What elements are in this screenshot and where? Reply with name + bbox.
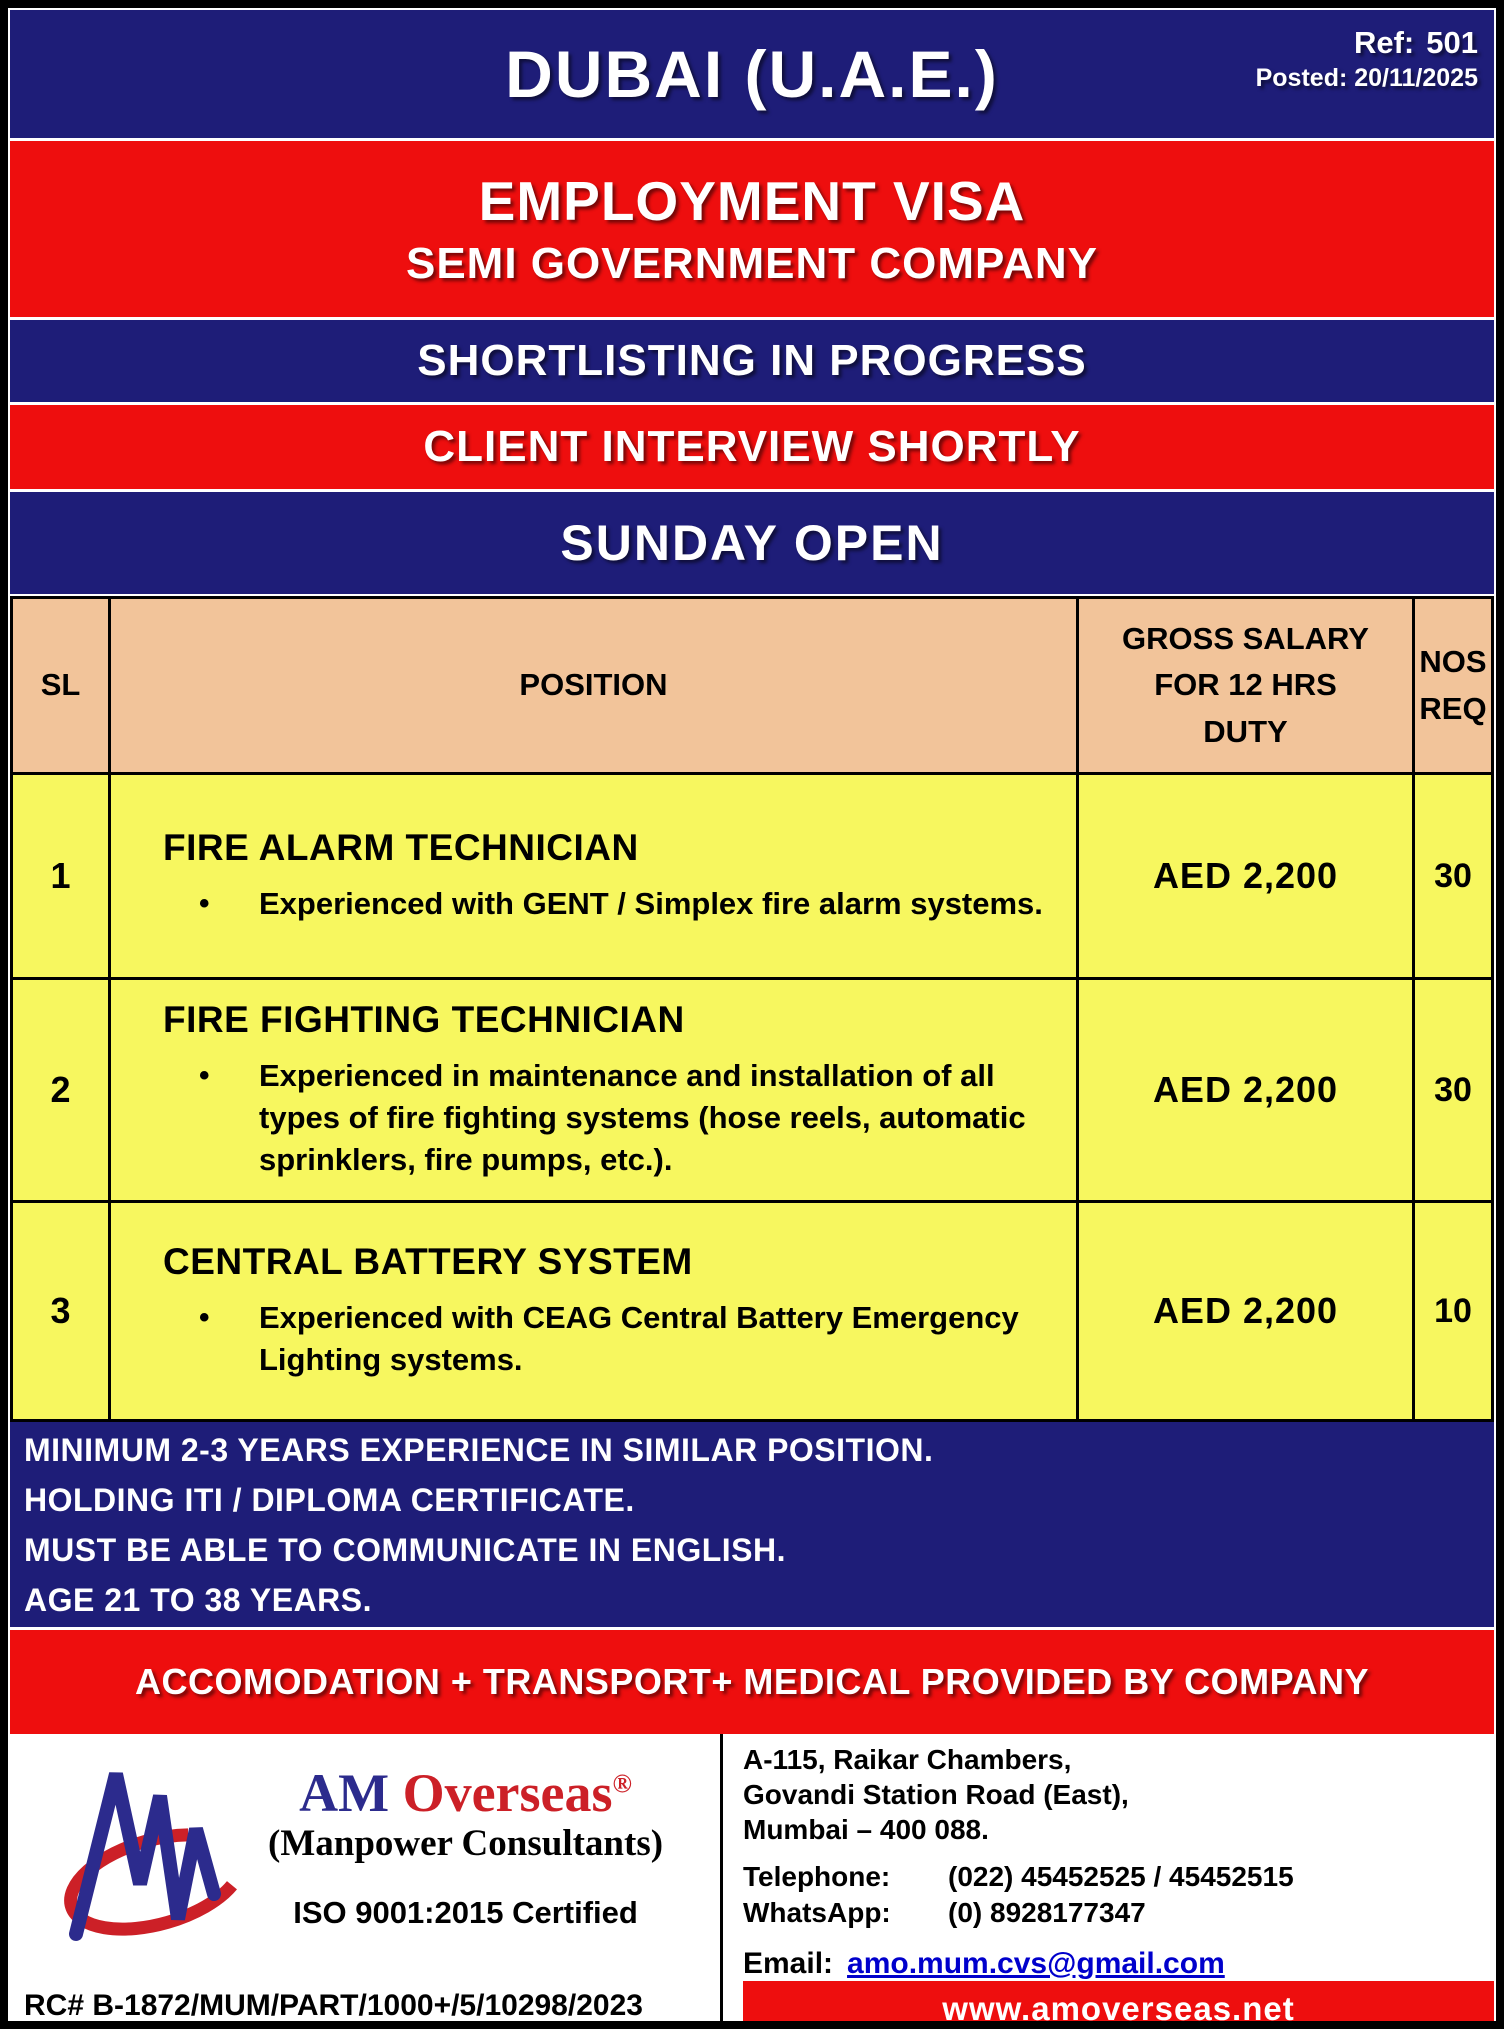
telephone-label: Telephone:: [743, 1861, 891, 1892]
position-description-text: Experienced in maintenance and installation of all types of fire fighting systems (hose reels, automatic sprinklers, fire pumps, etc.).: [259, 1058, 1026, 1177]
employment-visa-title: EMPLOYMENT VISA: [478, 170, 1026, 232]
row-salary: AED 2,200: [1079, 1203, 1412, 1419]
position-description: [111, 1055, 1066, 1181]
brand-subtitle: (Manpower Consultants): [268, 1823, 664, 1864]
position-title: FIRE ALARM TECHNICIAN: [163, 827, 639, 868]
website-link[interactable]: www.amoverseas.net: [942, 1990, 1295, 2027]
registered-mark-icon: ®: [612, 1769, 632, 1798]
positions-table: [10, 596, 1494, 1422]
ref-value: 501: [1426, 25, 1478, 60]
benefits-banner: [10, 1630, 1494, 1734]
row-position: [111, 775, 1076, 977]
row-salary: AED 2,200: [1079, 980, 1412, 1200]
bullet-icon: •: [199, 887, 210, 920]
address-line: Govandi Station Road (East),: [743, 1779, 1129, 1810]
col-header-position: POSITION: [111, 599, 1076, 772]
requirement-line: MINIMUM 2-3 YEARS EXPERIENCE IN SIMILAR POSITION.: [24, 1431, 934, 1468]
row-salary: AED 2,200: [1079, 775, 1412, 977]
rc-number: RC# B-1872/MUM/PART/1000+/5/10298/2023: [24, 1989, 643, 2022]
benefits-text: ACCOMODATION + TRANSPORT+ MEDICAL PROVIDED BY COMPANY: [135, 1661, 1369, 1702]
footer-brand-section: [10, 1734, 720, 2029]
header: [10, 10, 1494, 138]
iso-certification: ISO 9001:2015 Certified: [293, 1895, 638, 1930]
position-title: CENTRAL BATTERY SYSTEM: [163, 1241, 693, 1282]
website-banner: [743, 1981, 1494, 2029]
am-overseas-logo: [64, 1744, 244, 1949]
row-nos: 30: [1415, 980, 1491, 1200]
am-logo-graphic: [64, 1744, 244, 1949]
page-title: DUBAI (U.A.E.): [505, 37, 999, 111]
company-type-subtitle: SEMI GOVERNMENT COMPANY: [405, 239, 1098, 288]
bullet-icon: •: [199, 1059, 210, 1092]
row-nos: 30: [1415, 775, 1491, 977]
sunday-open-banner: [10, 492, 1494, 594]
telephone-value: (022) 45452525 / 45452515: [948, 1861, 1294, 1892]
ref-block: [1256, 24, 1478, 94]
brand-row: [24, 1744, 720, 1949]
brand-text: [268, 1763, 664, 1931]
row-nos: 10: [1415, 1203, 1491, 1419]
col-header-sl: SL: [13, 599, 108, 772]
telephone-row: [743, 1859, 1494, 1895]
whatsapp-label: WhatsApp:: [743, 1897, 891, 1928]
bullet-icon: •: [199, 1301, 210, 1334]
footer-contact-section: [723, 1734, 1494, 2029]
address-line: A-115, Raikar Chambers,: [743, 1744, 1072, 1775]
footer: [10, 1734, 1494, 2029]
brand-name: [268, 1763, 663, 1823]
row-sl: 3: [13, 1203, 108, 1419]
row-position: [111, 980, 1076, 1200]
requirements-block: [10, 1422, 1494, 1627]
requirement-line: AGE 21 TO 38 YEARS.: [24, 1581, 373, 1618]
row-sl: 1: [13, 775, 108, 977]
position-description: [111, 1297, 1066, 1381]
position-description: [111, 883, 1066, 925]
email-row: [743, 1947, 1494, 1981]
position-description-text: Experienced with CEAG Central Battery Emergency Lighting systems.: [259, 1300, 1019, 1377]
phone-block: [743, 1859, 1494, 1931]
position-title: FIRE FIGHTING TECHNICIAN: [163, 999, 685, 1040]
client-interview-text: CLIENT INTERVIEW SHORTLY: [423, 422, 1081, 471]
col-header-salary: GROSS SALARY FOR 12 HRS DUTY: [1079, 599, 1412, 772]
shortlisting-banner: [10, 320, 1494, 402]
posted-line: [1256, 63, 1478, 94]
col-header-nos: NOS REQ: [1415, 599, 1491, 772]
row-position: [111, 1203, 1076, 1419]
address-line: Mumbai – 400 088.: [743, 1814, 989, 1845]
client-interview-banner: [10, 405, 1494, 489]
posted-value: 20/11/2025: [1354, 63, 1478, 92]
whatsapp-row: [743, 1895, 1494, 1931]
position-description-text: Experienced with GENT / Simplex fire alarm systems.: [259, 886, 1043, 921]
posted-label: Posted:: [1255, 63, 1348, 92]
row-sl: 2: [13, 980, 108, 1200]
email-label: Email:: [743, 1947, 834, 1980]
ref-label: Ref:: [1353, 25, 1415, 60]
brand-name-am: AM: [299, 1763, 403, 1823]
brand-name-overseas: Overseas: [402, 1763, 613, 1823]
ref-line: [1256, 24, 1478, 63]
email-link[interactable]: amo.mum.cvs@gmail.com: [847, 1947, 1225, 1980]
sunday-open-text: SUNDAY OPEN: [560, 515, 944, 571]
requirement-line: MUST BE ABLE TO COMMUNICATE IN ENGLISH.: [24, 1531, 787, 1568]
shortlisting-text: SHORTLISTING IN PROGRESS: [417, 336, 1087, 385]
employment-visa-banner: [10, 141, 1494, 317]
whatsapp-value: (0) 8928177347: [948, 1897, 1146, 1928]
requirement-line: HOLDING ITI / DIPLOMA CERTIFICATE.: [24, 1481, 635, 1518]
